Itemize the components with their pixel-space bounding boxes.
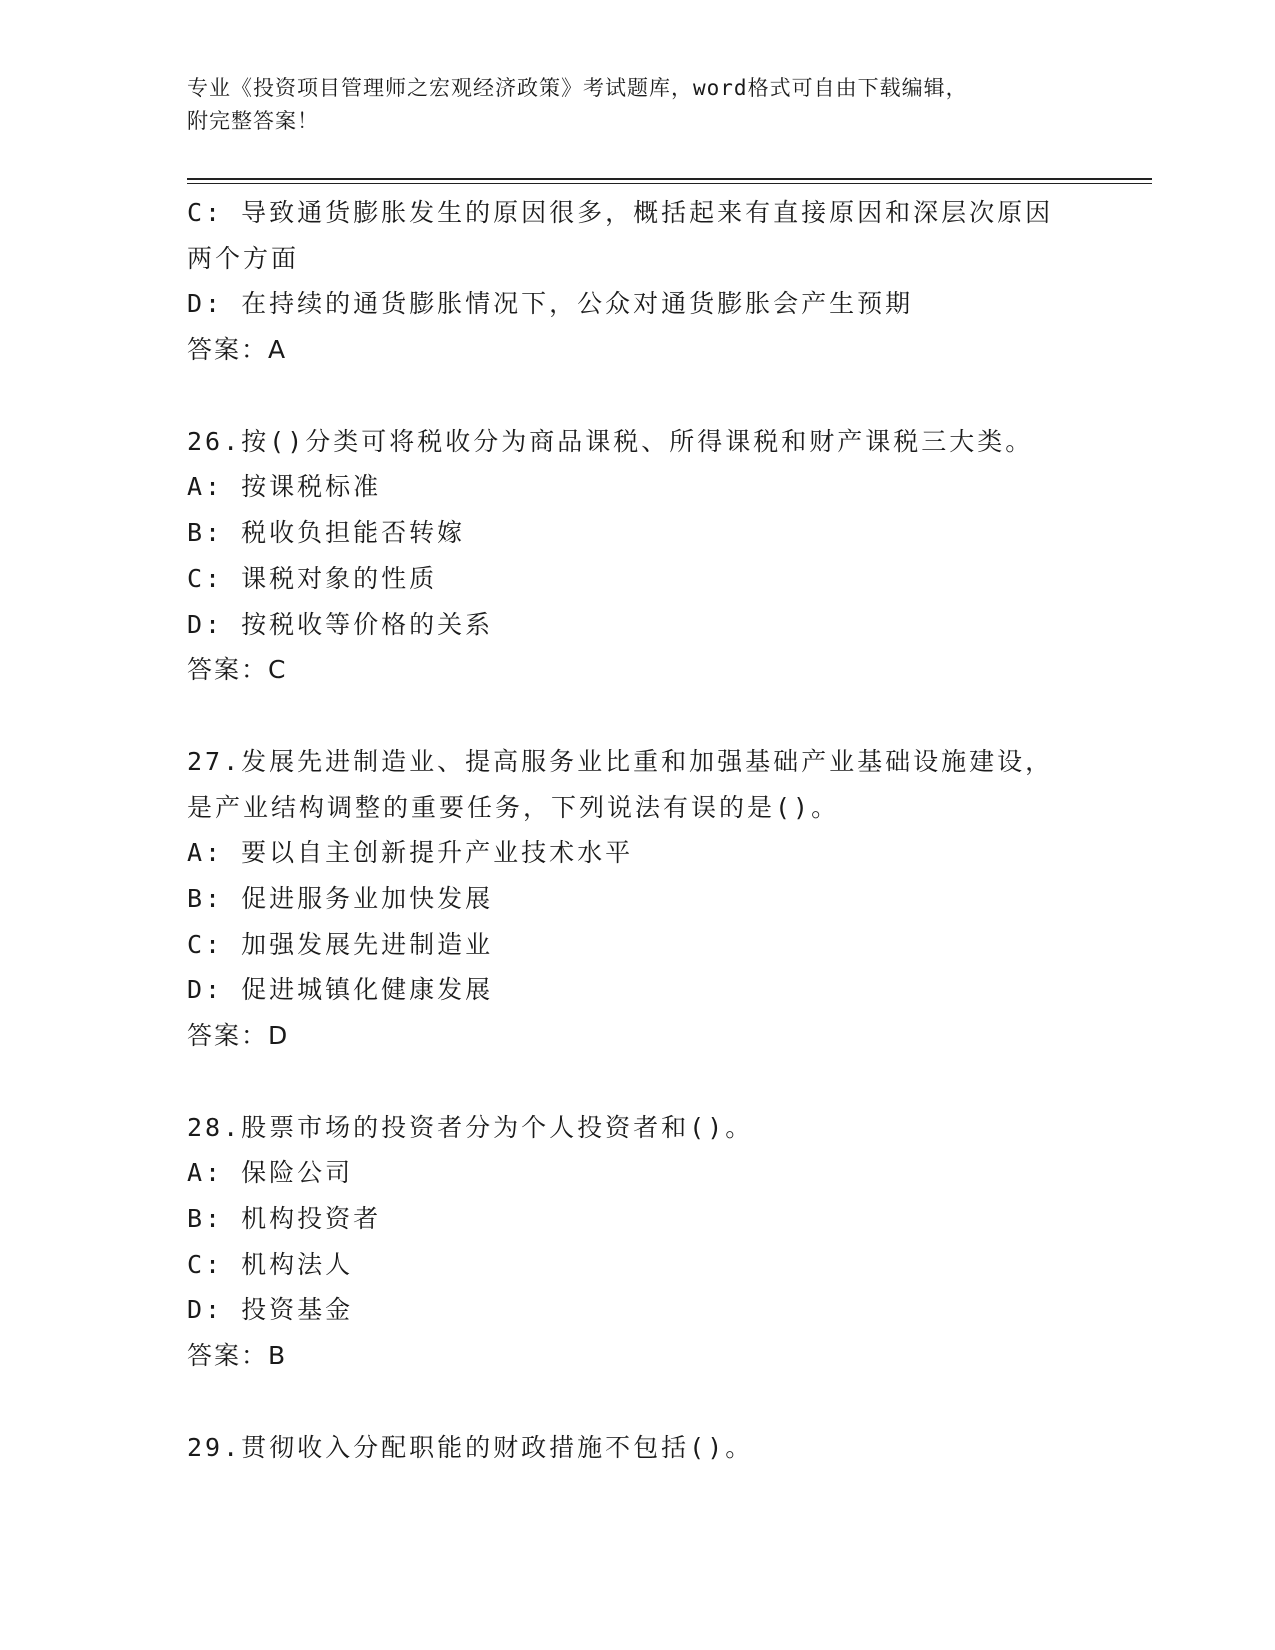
answer-label: 答案：D — [187, 1021, 290, 1050]
question-stem: 28.股票市场的投资者分为个人投资者和()。 — [187, 1112, 754, 1142]
option-c: C: 机构法人 — [187, 1249, 354, 1279]
answer-label: 答案：A — [187, 335, 288, 365]
page-header — [187, 72, 1067, 138]
question-27 — [187, 739, 1087, 1059]
question-29 — [187, 1425, 1087, 1471]
document-body — [187, 190, 1087, 1471]
question-28 — [187, 1105, 1087, 1379]
option-d: D: 按税收等价格的关系 — [187, 609, 494, 639]
header-divider-thin — [187, 183, 1152, 184]
option-b: B: 税收负担能否转嫁 — [187, 518, 466, 548]
option-a: A: 要以自主创新提升产业技术水平 — [187, 838, 634, 868]
question-25-partial — [187, 190, 1087, 373]
option-c: C: 加强发展先进制造业 — [187, 929, 494, 959]
question-stem: 29.贯彻收入分配职能的财政措施不包括()。 — [187, 1432, 754, 1462]
answer-label: 答案：C — [187, 655, 288, 685]
header-line-2: 附完整答案！ — [187, 109, 319, 133]
option-d: D: 投资基金 — [187, 1295, 354, 1325]
header-divider-thick — [187, 178, 1152, 180]
question-26 — [187, 419, 1087, 693]
option-b: B: 机构投资者 — [187, 1204, 382, 1234]
option-b: B: 促进服务业加快发展 — [187, 883, 494, 913]
option-a: A: 按课税标准 — [187, 472, 382, 502]
option-a: A: 保险公司 — [187, 1158, 354, 1188]
option-d: D: 在持续的通货膨胀情况下，公众对通货膨胀会产生预期 — [187, 289, 914, 319]
question-stem-line-2: 是产业结构调整的重要任务，下列说法有误的是()。 — [187, 792, 840, 822]
question-stem-line-1: 27.发展先进制造业、提高服务业比重和加强基础产业基础设施建设， — [187, 746, 1054, 776]
question-stem: 26.按()分类可将税收分为商品课税、所得课税和财产课税三大类。 — [187, 426, 1034, 456]
option-c-line-1: C: 导致通货膨胀发生的原因很多，概括起来有直接原因和深层次原因 — [187, 198, 1054, 227]
option-d: D: 促进城镇化健康发展 — [187, 975, 494, 1005]
answer-label: 答案：B — [187, 1341, 288, 1371]
option-c-line-2: 两个方面 — [187, 243, 300, 273]
header-line-1: 专业《投资项目管理师之宏观经济政策》考试题库，word格式可自由下载编辑， — [187, 76, 968, 100]
option-c: C: 课税对象的性质 — [187, 563, 438, 593]
